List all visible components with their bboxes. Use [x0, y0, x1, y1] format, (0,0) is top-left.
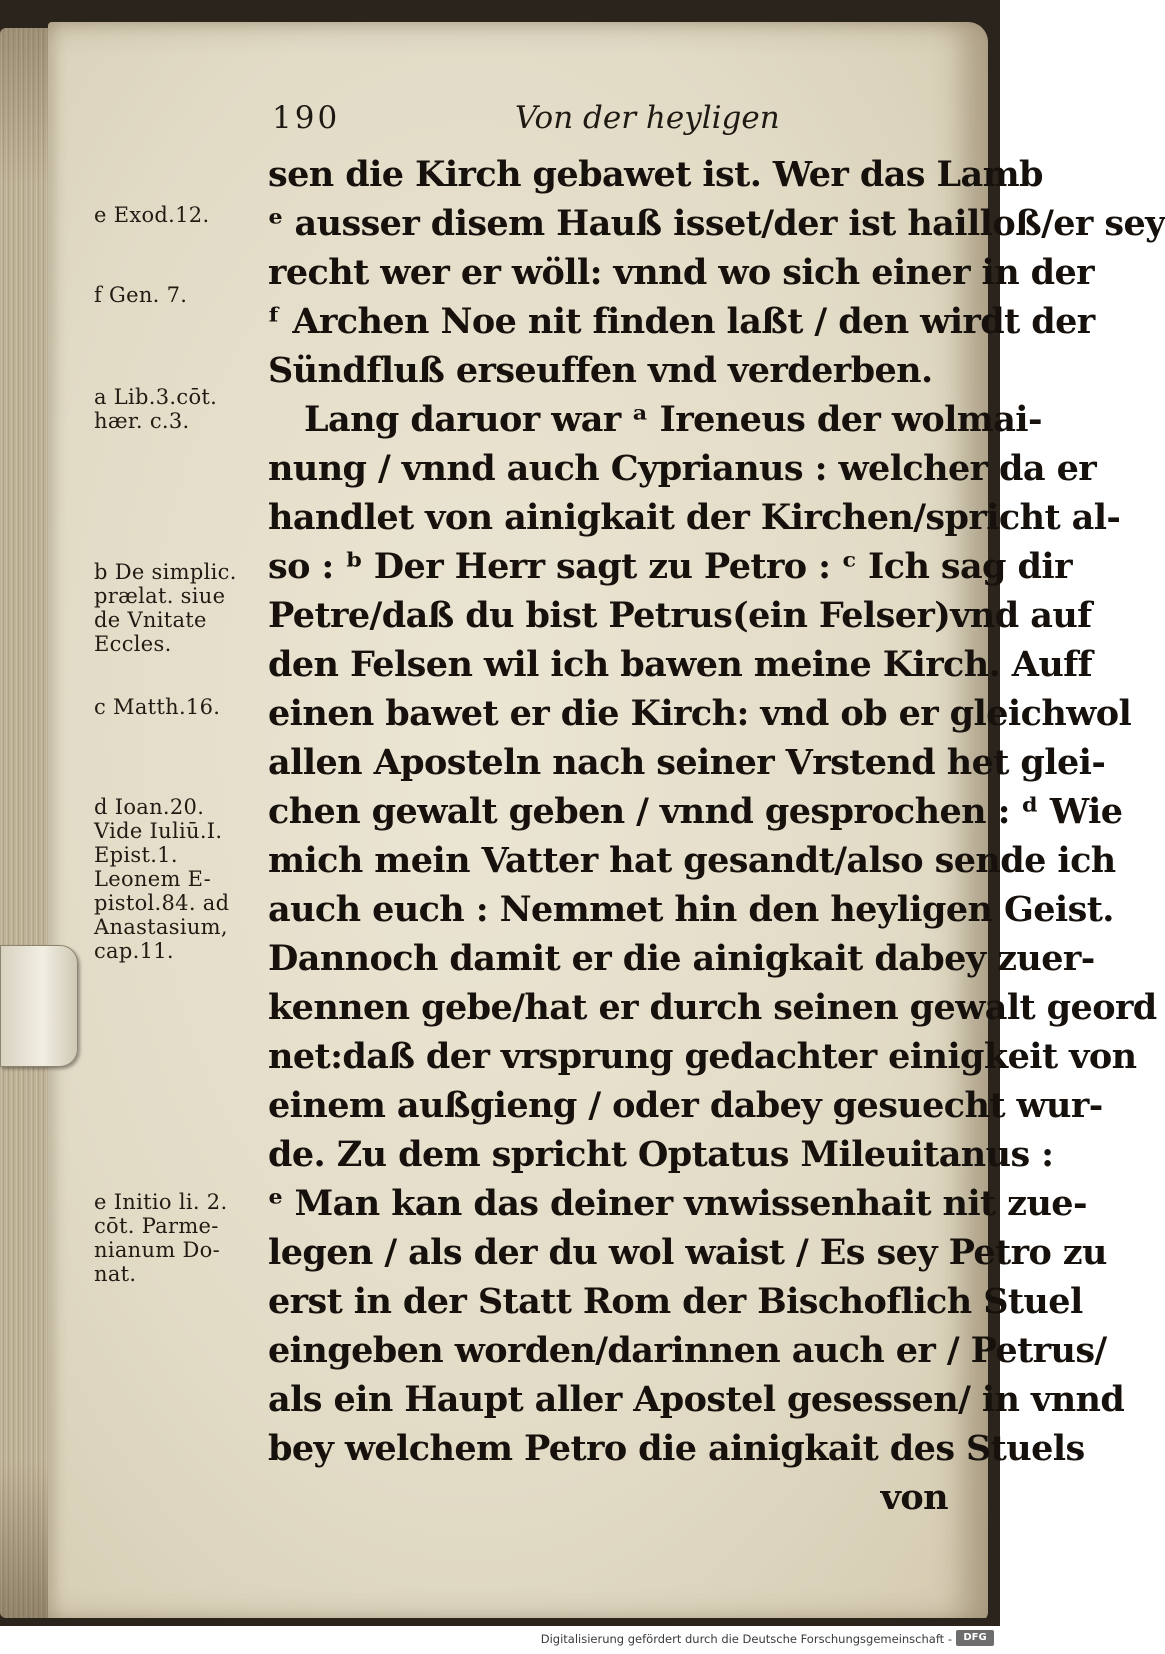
text-line: ᵉ Man kan das deiner vnwissenhait nit zue- — [268, 1183, 1087, 1224]
text-line: net:daß der vrsprung gedachter einigkeit von — [268, 1036, 1137, 1077]
margin-note-line: f Gen. 7. — [94, 283, 188, 307]
text-line: nung / vnnd auch Cyprianus : welcher da er — [268, 448, 1097, 489]
margin-note-line: cōt. Parme- — [94, 1214, 219, 1238]
margin-note-line: de Vnitate — [94, 608, 207, 632]
margin-note-line: a Lib.3.cōt. — [94, 385, 218, 409]
margin-note-line: cap.11. — [94, 939, 174, 963]
margin-note-line: prælat. siue — [94, 584, 226, 608]
margin-note-line: b De simplic. — [94, 560, 237, 584]
catchword: von — [880, 1477, 948, 1518]
margin-note — [94, 695, 220, 719]
margin-note — [94, 795, 229, 963]
margin-note — [94, 203, 209, 227]
margin-note-line: nat. — [94, 1262, 137, 1286]
text-line: erst in der Statt Rom der Bischoflich Stuel — [268, 1281, 1083, 1322]
scan-bottom-edge — [0, 1618, 1000, 1626]
running-title: Von der heyligen — [515, 100, 780, 136]
margin-note-line: Eccles. — [94, 632, 172, 656]
text-line: legen / als der du wol waist / Es sey Petro zu — [268, 1232, 1107, 1273]
text-line: Lang daruor war ᵃ Ireneus der wolmai- — [304, 399, 1042, 440]
margin-note-line: d Ioan.20. — [94, 795, 205, 819]
text-line: kennen gebe/hat er durch seinen gewalt geord — [268, 987, 1157, 1028]
bookmark-ribbon — [0, 945, 78, 1067]
margin-note-line: e Initio li. 2. — [94, 1190, 228, 1214]
margin-note-line: e Exod.12. — [94, 203, 210, 227]
text-line: als ein Haupt aller Apostel gesessen/ in vnnd — [268, 1379, 1125, 1420]
text-line: bey welchem Petro die ainigkait des Stuels — [268, 1428, 1085, 1469]
text-line: ᵉ ausser disem Hauß isset/der ist hailloß/er sey — [268, 203, 1165, 244]
text-line: allen Aposteln nach seiner Vrstend het glei- — [268, 742, 1106, 783]
text-line: den Felsen wil ich bawen meine Kirch. Auff — [268, 644, 1093, 685]
text-line: so : ᵇ Der Herr sagt zu Petro : ᶜ Ich sag dir — [268, 546, 1072, 587]
text-line: mich mein Vatter hat gesandt/also sende ich — [268, 840, 1116, 881]
margin-note-line: hær. c.3. — [94, 409, 190, 433]
margin-note-line: Vide Iuliū.I. — [94, 819, 223, 843]
margin-note-line: Epist.1. — [94, 843, 178, 867]
text-line: sen die Kirch gebawet ist. Wer das Lamb — [268, 154, 1043, 195]
digitization-notice: Digitalisierung gefördert durch die Deutsche Forschungsgemeinschaft - — [540, 1632, 952, 1646]
text-line: eingeben worden/darinnen auch er / Petrus/ — [268, 1330, 1107, 1371]
margin-note-line: Anastasium, — [94, 915, 228, 939]
margin-note — [94, 283, 187, 307]
text-line: auch euch : Nemmet hin den heyligen Geist. — [268, 889, 1114, 930]
page-number: 190 — [272, 100, 341, 136]
margin-note — [94, 385, 217, 433]
text-line: handlet von ainigkait der Kirchen/spricht al- — [268, 497, 1121, 538]
margin-note-line: pistol.84. ad — [94, 891, 230, 915]
margin-note-line: nianum Do- — [94, 1238, 220, 1262]
text-line: Sündfluß erseuffen vnd verderben. — [268, 350, 933, 391]
text-line: recht wer er wöll: vnnd wo sich einer in der — [268, 252, 1095, 293]
text-line: einen bawet er die Kirch: vnd ob er gleichwol — [268, 693, 1132, 734]
text-line: chen gewalt geben / vnnd gesprochen : ᵈ Wie — [268, 791, 1123, 832]
body-text — [268, 150, 1165, 1522]
dfg-logo: DFG — [956, 1630, 994, 1646]
text-line: Dannoch damit er die ainigkait dabey zuer- — [268, 938, 1095, 979]
margin-note — [94, 1190, 227, 1286]
text-line: de. Zu dem spricht Optatus Mileuitanus : — [268, 1134, 1054, 1175]
margin-note-line: Leonem E- — [94, 867, 212, 891]
text-line: Petre/daß du bist Petrus(ein Felser)vnd auf — [268, 595, 1092, 636]
text-line: ᶠ Archen Noe nit finden laßt / den wirdt der — [268, 301, 1095, 342]
margin-note — [94, 560, 237, 656]
text-line: einem außgieng / oder dabey gesuecht wur- — [268, 1085, 1103, 1126]
margin-note-line: c Matth.16. — [94, 695, 221, 719]
